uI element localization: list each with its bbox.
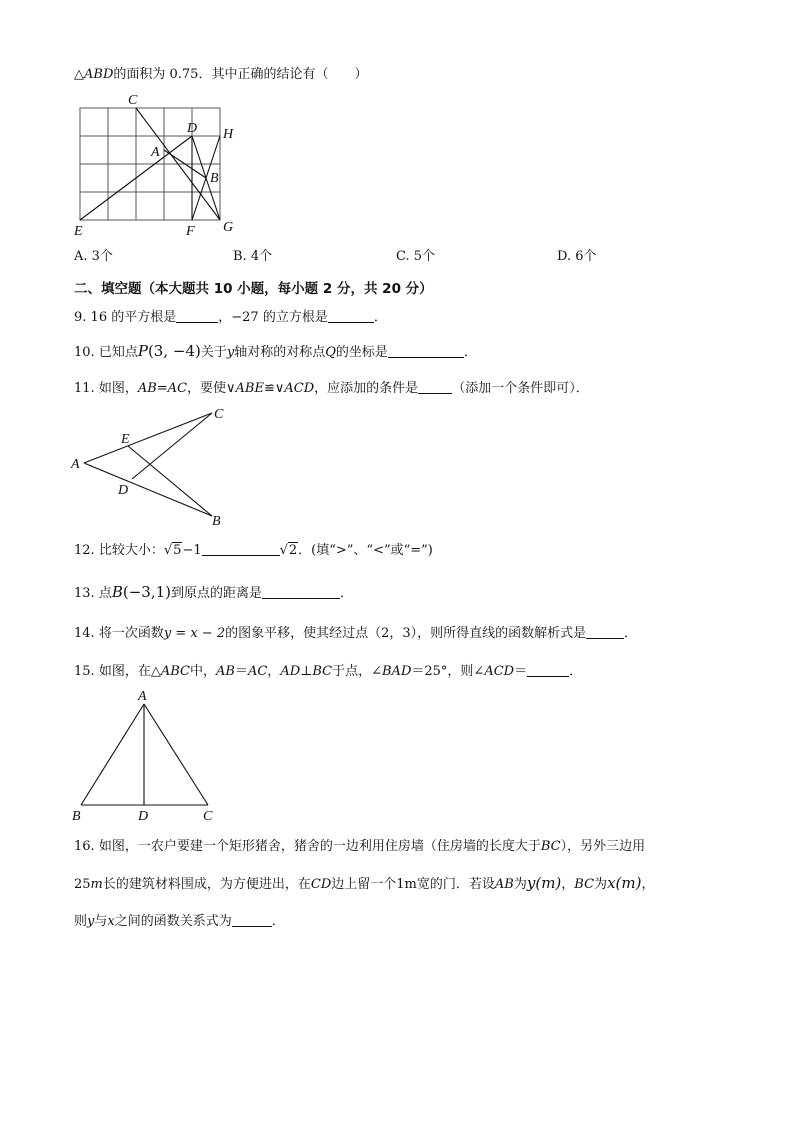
question-8-tail <box>74 66 367 84</box>
answer-blank[interactable] <box>388 343 464 358</box>
q11-tail: （添加一个条件即可）． <box>452 381 589 396</box>
triangle-symbol: △ <box>74 67 84 82</box>
question-number: 13. <box>74 586 95 601</box>
triangle-name: ABD <box>84 67 114 82</box>
point-coordinates: (−3,1) <box>122 583 172 601</box>
label-E: E <box>121 432 130 447</box>
q15-pre: 如图，在△ <box>98 664 161 679</box>
q16-line1-text: 如图，一农户要建一个矩形猪舍，猪舍的一边利用住房墙（住房墙的长度大于 <box>98 839 541 854</box>
answer-blank[interactable] <box>527 662 569 677</box>
period: ． <box>624 626 638 641</box>
period: ． <box>271 914 285 929</box>
period: ． <box>463 345 477 360</box>
grid-lines <box>80 108 220 220</box>
comma: ， <box>641 877 655 892</box>
answer-blank-2[interactable] <box>328 308 374 323</box>
door-width: 1m <box>396 877 417 892</box>
length-25: 25 <box>74 877 91 892</box>
figure-q11-segments <box>84 413 212 516</box>
segment-AB: AB <box>494 877 514 892</box>
segment-BC: BC <box>574 877 595 892</box>
question-11 <box>74 379 589 398</box>
comma: ， <box>218 310 232 325</box>
question-number: 10. <box>74 345 95 360</box>
q16-line2-text: 长的建筑材料围成，为方便进出，在 <box>102 877 311 892</box>
question-12 <box>74 541 433 560</box>
label-A: A <box>151 145 160 160</box>
q16-line3-mid: 与 <box>94 914 108 929</box>
period: ． <box>340 586 354 601</box>
q15-mid1: 中， <box>189 664 216 679</box>
question-9-part3: −27 的立方根是 <box>231 310 328 325</box>
question-16-line-3 <box>74 912 285 931</box>
q16-line3-pre: 则 <box>74 914 88 929</box>
answer-blank[interactable] <box>418 379 452 394</box>
label-E: E <box>74 224 83 239</box>
option-a[interactable]: A. 3个 <box>74 249 113 264</box>
point-B: B <box>111 583 123 601</box>
segment-BC: BC <box>540 839 561 854</box>
comma: ， <box>561 877 575 892</box>
angle-ACD: ACD <box>484 664 515 679</box>
sqrt-symbol: √ <box>163 543 173 558</box>
radicand-5: 5 <box>173 543 182 558</box>
variable-y: y(m) <box>526 874 562 892</box>
question-16-line-1 <box>74 838 645 856</box>
equals: ＝ <box>234 664 248 679</box>
question-15 <box>74 662 582 681</box>
label-H: H <box>223 127 234 142</box>
answer-blank[interactable] <box>586 624 624 639</box>
question-14 <box>74 624 637 643</box>
segment-AC: AC <box>247 664 268 679</box>
label-A: A <box>71 457 80 472</box>
congruent-symbol: ≌ <box>263 381 275 396</box>
q16-line2-mid2: 宽的门．若设 <box>416 877 495 892</box>
q16-line1-post: ），另外三边用 <box>560 839 646 854</box>
label-D: D <box>138 809 149 824</box>
triangle-ABE: ∨ABE <box>226 381 264 396</box>
q15-mid2: 于点，∠ <box>332 664 382 679</box>
question-number: 14. <box>74 626 95 641</box>
question-16-line-2 <box>74 874 654 894</box>
label-C: C <box>203 809 213 824</box>
label-B: B <box>72 809 81 824</box>
word-is: 为 <box>513 877 527 892</box>
label-C: C <box>128 93 138 108</box>
q11-pre: 如图， <box>98 381 138 396</box>
question-number: 11. <box>74 381 95 396</box>
q11-condition: AB=AC <box>137 381 188 396</box>
q12-post: ．(填“>”、“<”或“=”) <box>298 543 433 558</box>
question-number: 15. <box>74 664 95 679</box>
triangle-ACD: ∨ACD <box>274 381 315 396</box>
question-10 <box>74 342 477 362</box>
period: ． <box>569 664 583 679</box>
angle-BAD: BAD <box>382 664 412 679</box>
word-is: 为 <box>594 877 608 892</box>
answer-blank[interactable] <box>202 541 280 556</box>
question-9-part1: 16 的平方根是 <box>90 310 177 325</box>
grid-figure <box>70 88 250 240</box>
question-9 <box>74 308 387 327</box>
variable-x: x(m) <box>607 874 642 892</box>
unit-m: m <box>90 877 103 892</box>
q11-post: ，应添加的条件是 <box>314 381 419 396</box>
section-heading: 二、填空题（本大题共 10 小题，每小题 2 分，共 20 分） <box>74 281 433 297</box>
label-B: B <box>210 171 219 186</box>
segment-AB: AB <box>215 664 235 679</box>
q14-pre: 将一次函数 <box>98 626 164 641</box>
comma: ， <box>267 664 281 679</box>
q10-post: 的坐标是 <box>335 345 388 360</box>
point-coordinates: (3, −4) <box>147 342 201 360</box>
option-d[interactable]: D. 6个 <box>557 249 597 264</box>
label-B: B <box>212 514 221 529</box>
option-c[interactable]: C. 5个 <box>396 249 436 264</box>
variable-x: x <box>107 914 115 929</box>
variable-y: y <box>87 914 95 929</box>
q13-pre: 点 <box>98 586 112 601</box>
q16-line2-mid: 边上留一个 <box>331 877 397 892</box>
q11-mid: ，要使 <box>187 381 227 396</box>
question-13 <box>74 583 353 603</box>
q12-pre: 比较大小： <box>98 543 164 558</box>
figure-q11 <box>66 400 236 530</box>
label-A: A <box>138 689 147 704</box>
label-G: G <box>223 220 234 235</box>
question-number: 9. <box>74 310 87 325</box>
point-Q: Q <box>325 345 336 360</box>
q16-line3-post: 之间的函数关系式为 <box>114 914 232 929</box>
question-8-text: 的面积为 0.75．其中正确的结论有（ ） <box>113 67 368 82</box>
q13-post: 到原点的距离是 <box>171 586 263 601</box>
perpendicular-condition: AD⊥BC <box>280 664 333 679</box>
label-F: F <box>186 224 195 239</box>
label-C: C <box>214 407 224 422</box>
answer-blank-1[interactable] <box>176 308 218 323</box>
q15-post: ＝ <box>514 664 528 679</box>
answer-blank[interactable] <box>262 584 340 599</box>
q10-pre: 已知点 <box>98 345 138 360</box>
y-axis-symbol: y <box>226 345 235 360</box>
figure-q15 <box>66 684 226 824</box>
q10-mid1: 关于 <box>200 345 227 360</box>
question-number: 16. <box>74 839 95 854</box>
q14-post: 的图象平移，使其经过点（2，3），则所得直线的函数解析式是 <box>225 626 587 641</box>
q10-mid2: 轴对称的对称点 <box>234 345 326 360</box>
function-expression: y = x − 2 <box>163 626 226 641</box>
option-b[interactable]: B. 4个 <box>233 249 273 264</box>
minus-one: −1 <box>182 543 202 558</box>
q15-angle: ＝25°，则∠ <box>411 664 485 679</box>
question-number: 12. <box>74 543 95 558</box>
sqrt-symbol: √ <box>279 543 288 558</box>
segment-CD: CD <box>310 877 332 892</box>
answer-blank[interactable] <box>232 912 272 927</box>
point-P: P <box>137 342 148 360</box>
figure-q15-segments <box>81 704 208 805</box>
label-D: D <box>118 483 129 498</box>
label-D: D <box>187 121 198 136</box>
triangle-ABC: ABC <box>160 664 190 679</box>
period: ． <box>373 310 387 325</box>
radicand-2: 2 <box>288 543 298 558</box>
